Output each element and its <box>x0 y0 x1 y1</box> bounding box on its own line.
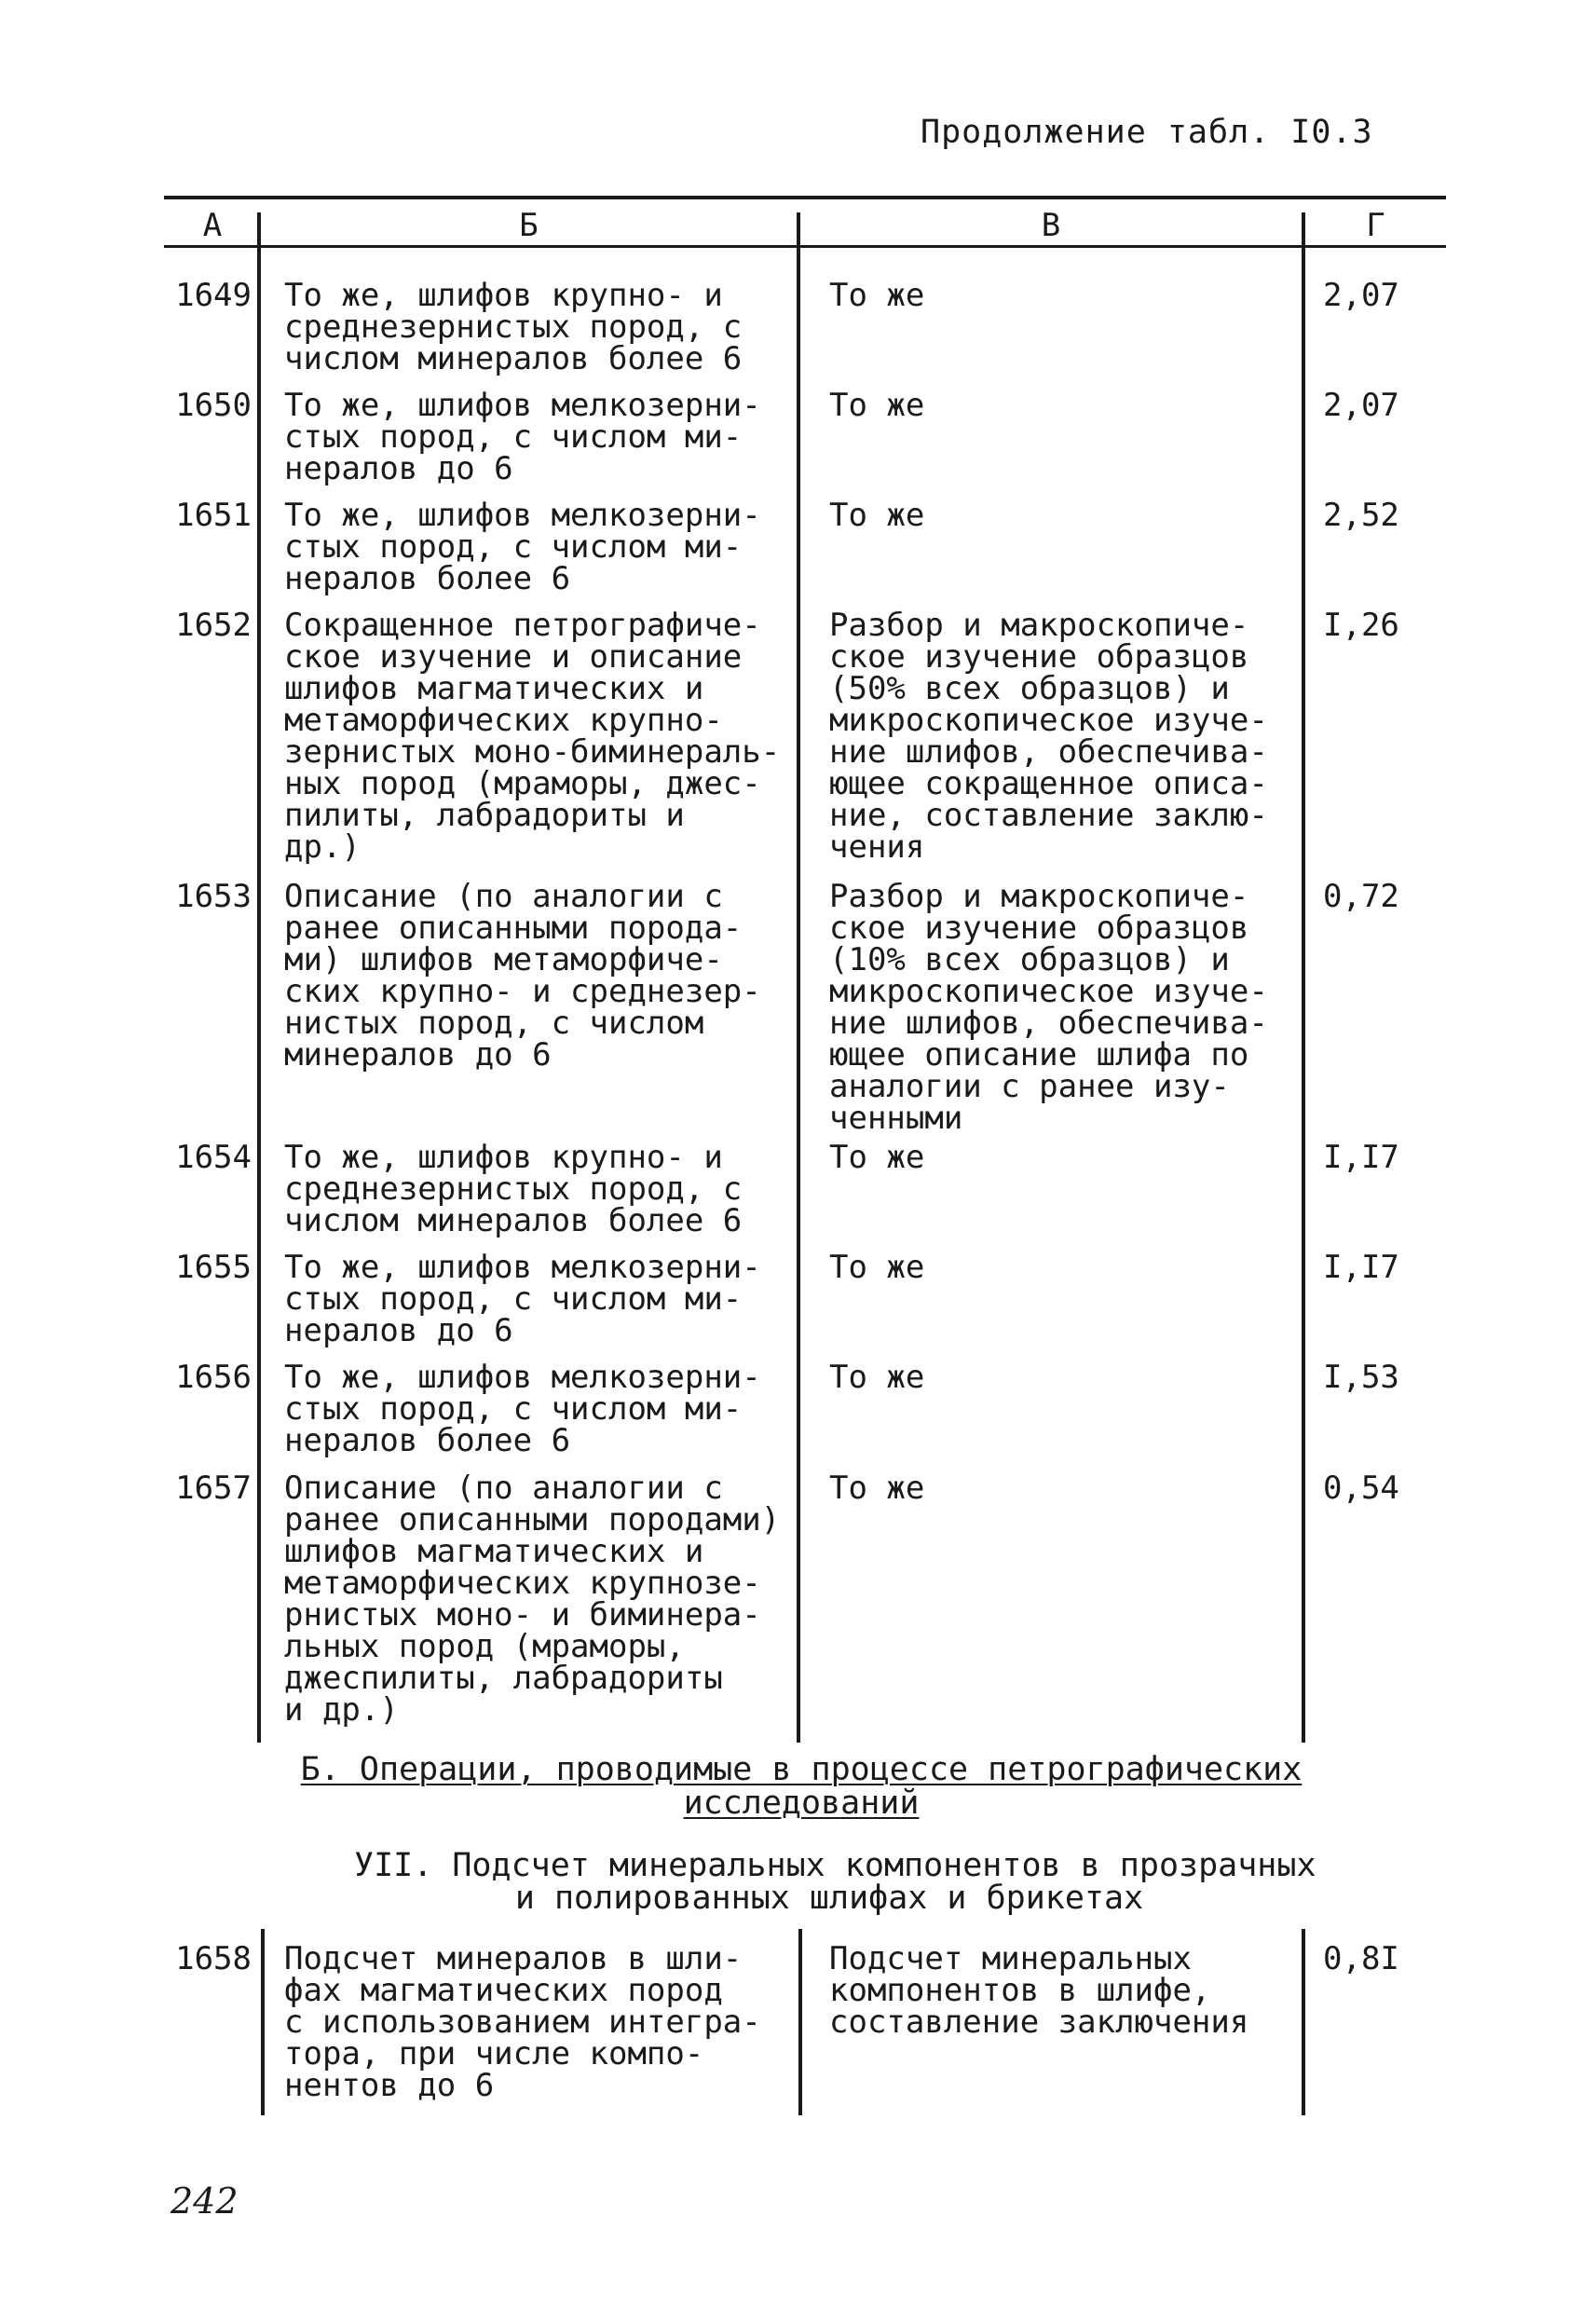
final-col-separator-1 <box>261 1929 265 2115</box>
table-header-rule <box>164 245 1446 248</box>
row-description: Подсчет минералов в шли- фах магматических пород с использованием интегра- тора, при числе компо- нентов до 6 <box>284 1940 761 2104</box>
row-work-content: То же <box>829 277 925 314</box>
final-col-separator-3 <box>1302 1929 1305 2115</box>
row-work-content: Разбор и макроскопиче- ское изучение образцов (50% всех образцов) и микроскопическое изуче- ние шлифов, обеспечива- ющее сокращенное описа- ние, составление заклю- чения <box>829 607 1268 866</box>
row-value: 0,72 <box>1323 878 1399 915</box>
row-code: 1652 <box>175 607 252 644</box>
section-heading-b-line1: Б. Операции, проводимые в процессе петрографических <box>300 1751 1303 1788</box>
row-code: 1651 <box>175 497 252 534</box>
row-code: 1650 <box>175 387 252 424</box>
row-work-content: Подсчет минеральных компонентов в шлифе, составление заключения <box>829 1940 1249 2041</box>
row-code: 1655 <box>175 1249 252 1286</box>
row-description: То же, шлифов мелкозерни- стых пород, с числом ми- нералов более 6 <box>284 497 761 597</box>
row-description: То же, шлифов мелкозерни- стых пород, с числом ми- нералов более 6 <box>284 1359 761 1459</box>
row-work-content: То же <box>829 497 925 534</box>
row-value: I,26 <box>1323 607 1399 644</box>
row-description: Описание (по аналогии с ранее описанными порода- ми) шлифов метаморфиче- ских крупно- и среднезер- нистых пород, с числом минералов до 6 <box>284 878 761 1073</box>
row-value: 0,54 <box>1323 1470 1399 1507</box>
row-description: То же, шлифов крупно- и среднезернистых пород, с числом минералов более 6 <box>284 277 743 377</box>
col-separator-2 <box>797 212 800 1743</box>
page-number: 242 <box>171 2181 239 2222</box>
row-code: 1658 <box>175 1940 252 1977</box>
row-description: Описание (по аналогии с ранее описанными породами) шлифов магматических и метаморфических крупнозе- рнистых моно- и биминера- льных пород (мраморы, джеспилиты, лабрадориты и др.) <box>284 1470 781 1729</box>
row-value: I,I7 <box>1323 1249 1399 1286</box>
section-heading-b-line2: исследований <box>683 1785 920 1822</box>
row-work-content: То же <box>829 1249 925 1286</box>
row-work-content: Разбор и макроскопиче- ское изучение образцов (10% всех образцов) и микроскопическое изуче- ние шлифов, обеспечива- ющее описание шлифа по аналогии с ранее изу- ченными <box>829 878 1268 1137</box>
col-separator-3 <box>1302 212 1305 1743</box>
table-top-rule <box>164 196 1446 199</box>
row-value: 2,07 <box>1323 387 1399 424</box>
row-description: Сокращенное петрографиче- ское изучение и описание шлифов магматических и метаморфических крупно- зернистых моно-биминераль- ных пород (мраморы, джес- пилиты, лабрадориты и др.) <box>284 607 781 866</box>
col-header-g: Г <box>1366 207 1385 244</box>
row-work-content: То же <box>829 1359 925 1396</box>
row-value: 2,52 <box>1323 497 1399 534</box>
section-heading-vii-line1: УII. Подсчет минеральных компонентов в прозрачных <box>354 1847 1316 1884</box>
col-separator-1 <box>257 212 261 1743</box>
row-value: 0,8I <box>1323 1940 1399 1977</box>
row-code: 1653 <box>175 878 252 915</box>
col-header-a: А <box>202 207 223 244</box>
table-caption: Продолжение табл. I0.3 <box>921 114 1373 151</box>
row-code: 1657 <box>175 1470 252 1507</box>
row-value: I,53 <box>1323 1359 1399 1396</box>
row-code: 1656 <box>175 1359 252 1396</box>
row-description: То же, шлифов крупно- и среднезернистых пород, с числом минералов более 6 <box>284 1139 743 1239</box>
row-description: То же, шлифов мелкозерни- стых пород, с числом ми- нералов до 6 <box>284 387 761 487</box>
row-value: 2,07 <box>1323 277 1399 314</box>
row-work-content: То же <box>829 387 925 424</box>
final-col-separator-2 <box>798 1929 802 2115</box>
section-heading-vii-line2: и полированных шлифах и брикетах <box>514 1880 1144 1917</box>
col-header-b: Б <box>519 207 539 244</box>
row-work-content: То же <box>829 1470 925 1507</box>
row-description: То же, шлифов мелкозерни- стых пород, с числом ми- нералов до 6 <box>284 1249 761 1349</box>
col-header-v: В <box>1041 207 1061 244</box>
row-value: I,I7 <box>1323 1139 1399 1176</box>
row-code: 1654 <box>175 1139 252 1176</box>
row-code: 1649 <box>175 277 252 314</box>
row-work-content: То же <box>829 1139 925 1176</box>
